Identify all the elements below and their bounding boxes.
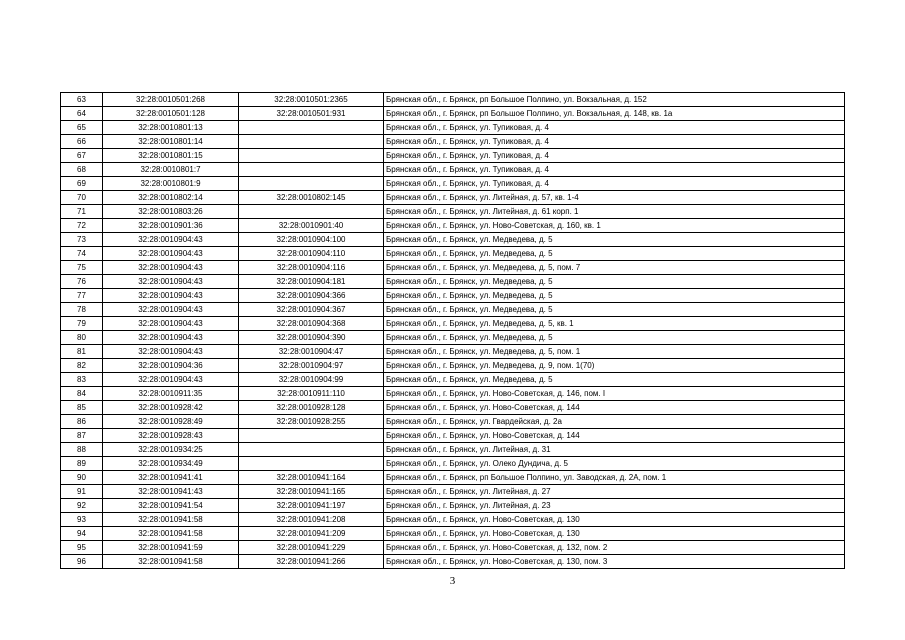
object-cadastral-number-cell: 32:28:0010911:110 — [239, 387, 384, 401]
row-number-cell: 85 — [61, 401, 103, 415]
parcel-cadastral-number-cell: 32:28:0010928:43 — [103, 429, 239, 443]
row-number-cell: 63 — [61, 93, 103, 107]
table-row — [61, 443, 845, 457]
address-cell: Брянская обл., г. Брянск, ул. Ново-Советская, д. 146, пом. I — [384, 387, 845, 401]
parcel-cadastral-number-cell: 32:28:0010928:49 — [103, 415, 239, 429]
table-row — [61, 247, 845, 261]
address-cell: Брянская обл., г. Брянск, ул. Тупиковая, д. 4 — [384, 135, 845, 149]
address-cell: Брянская обл., г. Брянск, рп Большое Полпино, ул. Заводская, д. 2А, пом. 1 — [384, 471, 845, 485]
row-number-cell: 73 — [61, 233, 103, 247]
object-cadastral-number-cell — [239, 149, 384, 163]
row-number-cell: 94 — [61, 527, 103, 541]
object-cadastral-number-cell: 32:28:0010904:366 — [239, 289, 384, 303]
parcel-cadastral-number-cell: 32:28:0010904:43 — [103, 247, 239, 261]
address-cell: Брянская обл., г. Брянск, рп Большое Полпино, ул. Вокзальная, д. 152 — [384, 93, 845, 107]
address-cell: Брянская обл., г. Брянск, ул. Литейная, д. 31 — [384, 443, 845, 457]
address-cell: Брянская обл., г. Брянск, ул. Медведева, д. 5, пом. 1 — [384, 345, 845, 359]
table-row — [61, 289, 845, 303]
parcel-cadastral-number-cell: 32:28:0010904:43 — [103, 317, 239, 331]
row-number-cell: 90 — [61, 471, 103, 485]
address-cell: Брянская обл., г. Брянск, ул. Медведева, д. 5 — [384, 331, 845, 345]
table-row — [61, 261, 845, 275]
parcel-cadastral-number-cell: 32:28:0010904:43 — [103, 373, 239, 387]
address-cell: Брянская обл., г. Брянск, ул. Медведева, д. 5, пом. 7 — [384, 261, 845, 275]
row-number-cell: 83 — [61, 373, 103, 387]
address-cell: Брянская обл., г. Брянск, ул. Медведева, д. 5, кв. 1 — [384, 317, 845, 331]
page-number: 3 — [449, 575, 456, 587]
address-cell: Брянская обл., г. Брянск, ул. Литейная, д. 57, кв. 1-4 — [384, 191, 845, 205]
address-cell: Брянская обл., г. Брянск, ул. Медведева, д. 5 — [384, 233, 845, 247]
parcel-cadastral-number-cell: 32:28:0010941:58 — [103, 527, 239, 541]
address-cell: Брянская обл., г. Брянск, ул. Тупиковая, д. 4 — [384, 149, 845, 163]
parcel-cadastral-number-cell: 32:28:0010904:43 — [103, 303, 239, 317]
object-cadastral-number-cell: 32:28:0010904:367 — [239, 303, 384, 317]
address-cell: Брянская обл., г. Брянск, ул. Ново-Советская, д. 132, пом. 2 — [384, 541, 845, 555]
table-row — [61, 135, 845, 149]
table-row — [61, 415, 845, 429]
row-number-cell: 88 — [61, 443, 103, 457]
table-row — [61, 401, 845, 415]
address-cell: Брянская обл., г. Брянск, рп Большое Полпино, ул. Вокзальная, д. 148, кв. 1а — [384, 107, 845, 121]
table-row — [61, 457, 845, 471]
row-number-cell: 84 — [61, 387, 103, 401]
object-cadastral-number-cell: 32:28:0010941:208 — [239, 513, 384, 527]
table-row — [61, 275, 845, 289]
property-register-table — [60, 92, 845, 569]
table-row — [61, 191, 845, 205]
parcel-cadastral-number-cell: 32:28:0010801:14 — [103, 135, 239, 149]
row-number-cell: 70 — [61, 191, 103, 205]
object-cadastral-number-cell: 32:28:0010904:97 — [239, 359, 384, 373]
register-table-body — [61, 93, 845, 569]
parcel-cadastral-number-cell: 32:28:0010934:49 — [103, 457, 239, 471]
table-row — [61, 541, 845, 555]
row-number-cell: 91 — [61, 485, 103, 499]
parcel-cadastral-number-cell: 32:28:0010941:59 — [103, 541, 239, 555]
parcel-cadastral-number-cell: 32:28:0010904:43 — [103, 289, 239, 303]
table-row — [61, 121, 845, 135]
table-row — [61, 471, 845, 485]
table-row — [61, 219, 845, 233]
row-number-cell: 86 — [61, 415, 103, 429]
address-cell: Брянская обл., г. Брянск, ул. Тупиковая, д. 4 — [384, 121, 845, 135]
object-cadastral-number-cell: 32:28:0010904:47 — [239, 345, 384, 359]
address-cell: Брянская обл., г. Брянск, ул. Гвардейская, д. 2а — [384, 415, 845, 429]
address-cell: Брянская обл., г. Брянск, ул. Ново-Советская, д. 130 — [384, 513, 845, 527]
object-cadastral-number-cell — [239, 205, 384, 219]
row-number-cell: 77 — [61, 289, 103, 303]
address-cell: Брянская обл., г. Брянск, ул. Тупиковая, д. 4 — [384, 163, 845, 177]
row-number-cell: 71 — [61, 205, 103, 219]
row-number-cell: 96 — [61, 555, 103, 569]
object-cadastral-number-cell: 32:28:0010941:197 — [239, 499, 384, 513]
address-cell: Брянская обл., г. Брянск, ул. Медведева, д. 9, пом. 1(70) — [384, 359, 845, 373]
parcel-cadastral-number-cell: 32:28:0010501:268 — [103, 93, 239, 107]
address-cell: Брянская обл., г. Брянск, ул. Олеко Дундича, д. 5 — [384, 457, 845, 471]
table-row — [61, 177, 845, 191]
row-number-cell: 92 — [61, 499, 103, 513]
row-number-cell: 79 — [61, 317, 103, 331]
row-number-cell: 81 — [61, 345, 103, 359]
row-number-cell: 82 — [61, 359, 103, 373]
table-row — [61, 359, 845, 373]
parcel-cadastral-number-cell: 32:28:0010802:14 — [103, 191, 239, 205]
parcel-cadastral-number-cell: 32:28:0010901:36 — [103, 219, 239, 233]
address-cell: Брянская обл., г. Брянск, ул. Медведева, д. 5 — [384, 275, 845, 289]
address-cell: Брянская обл., г. Брянск, ул. Медведева, д. 5 — [384, 303, 845, 317]
object-cadastral-number-cell — [239, 163, 384, 177]
parcel-cadastral-number-cell: 32:28:0010941:58 — [103, 513, 239, 527]
table-row — [61, 555, 845, 569]
parcel-cadastral-number-cell: 32:28:0010904:43 — [103, 345, 239, 359]
parcel-cadastral-number-cell: 32:28:0010911:35 — [103, 387, 239, 401]
table-row — [61, 233, 845, 247]
row-number-cell: 74 — [61, 247, 103, 261]
object-cadastral-number-cell: 32:28:0010904:368 — [239, 317, 384, 331]
table-row — [61, 93, 845, 107]
parcel-cadastral-number-cell: 32:28:0010941:54 — [103, 499, 239, 513]
parcel-cadastral-number-cell: 32:28:0010934:25 — [103, 443, 239, 457]
parcel-cadastral-number-cell: 32:28:0010928:42 — [103, 401, 239, 415]
object-cadastral-number-cell: 32:28:0010941:229 — [239, 541, 384, 555]
table-row — [61, 345, 845, 359]
object-cadastral-number-cell: 32:28:0010941:165 — [239, 485, 384, 499]
address-cell: Брянская обл., г. Брянск, ул. Медведева, д. 5 — [384, 289, 845, 303]
row-number-cell: 67 — [61, 149, 103, 163]
address-cell: Брянская обл., г. Брянск, ул. Литейная, д. 27 — [384, 485, 845, 499]
parcel-cadastral-number-cell: 32:28:0010904:43 — [103, 233, 239, 247]
object-cadastral-number-cell: 32:28:0010904:100 — [239, 233, 384, 247]
object-cadastral-number-cell: 32:28:0010501:931 — [239, 107, 384, 121]
table-row — [61, 373, 845, 387]
parcel-cadastral-number-cell: 32:28:0010904:43 — [103, 275, 239, 289]
row-number-cell: 75 — [61, 261, 103, 275]
parcel-cadastral-number-cell: 32:28:0010904:36 — [103, 359, 239, 373]
object-cadastral-number-cell — [239, 177, 384, 191]
address-cell: Брянская обл., г. Брянск, ул. Литейная, д. 61 корп. 1 — [384, 205, 845, 219]
row-number-cell: 65 — [61, 121, 103, 135]
table-row — [61, 163, 845, 177]
parcel-cadastral-number-cell: 32:28:0010941:41 — [103, 471, 239, 485]
object-cadastral-number-cell: 32:28:0010941:209 — [239, 527, 384, 541]
object-cadastral-number-cell: 32:28:0010901:40 — [239, 219, 384, 233]
row-number-cell: 95 — [61, 541, 103, 555]
parcel-cadastral-number-cell: 32:28:0010801:7 — [103, 163, 239, 177]
table-row — [61, 331, 845, 345]
object-cadastral-number-cell — [239, 135, 384, 149]
parcel-cadastral-number-cell: 32:28:0010501:128 — [103, 107, 239, 121]
parcel-cadastral-number-cell: 32:28:0010904:43 — [103, 261, 239, 275]
address-cell: Брянская обл., г. Брянск, ул. Медведева, д. 5 — [384, 247, 845, 261]
object-cadastral-number-cell: 32:28:0010928:255 — [239, 415, 384, 429]
table-row — [61, 485, 845, 499]
address-cell: Брянская обл., г. Брянск, ул. Ново-Советская, д. 144 — [384, 401, 845, 415]
object-cadastral-number-cell: 32:28:0010904:390 — [239, 331, 384, 345]
address-cell: Брянская обл., г. Брянск, ул. Ново-Советская, д. 160, кв. 1 — [384, 219, 845, 233]
table-row — [61, 387, 845, 401]
address-cell: Брянская обл., г. Брянск, ул. Ново-Советская, д. 130 — [384, 527, 845, 541]
table-row — [61, 317, 845, 331]
row-number-cell: 89 — [61, 457, 103, 471]
object-cadastral-number-cell: 32:28:0010501:2365 — [239, 93, 384, 107]
row-number-cell: 80 — [61, 331, 103, 345]
object-cadastral-number-cell: 32:28:0010904:116 — [239, 261, 384, 275]
address-cell: Брянская обл., г. Брянск, ул. Ново-Советская, д. 130, пом. 3 — [384, 555, 845, 569]
object-cadastral-number-cell: 32:28:0010941:164 — [239, 471, 384, 485]
parcel-cadastral-number-cell: 32:28:0010801:13 — [103, 121, 239, 135]
object-cadastral-number-cell — [239, 443, 384, 457]
row-number-cell: 69 — [61, 177, 103, 191]
object-cadastral-number-cell: 32:28:0010928:128 — [239, 401, 384, 415]
table-row — [61, 429, 845, 443]
address-cell: Брянская обл., г. Брянск, ул. Медведева, д. 5 — [384, 373, 845, 387]
parcel-cadastral-number-cell: 32:28:0010941:43 — [103, 485, 239, 499]
table-row — [61, 303, 845, 317]
object-cadastral-number-cell — [239, 429, 384, 443]
row-number-cell: 76 — [61, 275, 103, 289]
table-row — [61, 107, 845, 121]
table-row — [61, 205, 845, 219]
row-number-cell: 72 — [61, 219, 103, 233]
table-row — [61, 513, 845, 527]
parcel-cadastral-number-cell: 32:28:0010803:26 — [103, 205, 239, 219]
parcel-cadastral-number-cell: 32:28:0010801:15 — [103, 149, 239, 163]
row-number-cell: 93 — [61, 513, 103, 527]
table-row — [61, 149, 845, 163]
object-cadastral-number-cell — [239, 457, 384, 471]
object-cadastral-number-cell: 32:28:0010802:145 — [239, 191, 384, 205]
object-cadastral-number-cell: 32:28:0010904:99 — [239, 373, 384, 387]
parcel-cadastral-number-cell: 32:28:0010801:9 — [103, 177, 239, 191]
row-number-cell: 66 — [61, 135, 103, 149]
table-row — [61, 527, 845, 541]
object-cadastral-number-cell — [239, 121, 384, 135]
row-number-cell: 78 — [61, 303, 103, 317]
object-cadastral-number-cell: 32:28:0010941:266 — [239, 555, 384, 569]
parcel-cadastral-number-cell: 32:28:0010904:43 — [103, 331, 239, 345]
parcel-cadastral-number-cell: 32:28:0010941:58 — [103, 555, 239, 569]
address-cell: Брянская обл., г. Брянск, ул. Ново-Советская, д. 144 — [384, 429, 845, 443]
row-number-cell: 64 — [61, 107, 103, 121]
row-number-cell: 87 — [61, 429, 103, 443]
address-cell: Брянская обл., г. Брянск, ул. Литейная, д. 23 — [384, 499, 845, 513]
address-cell: Брянская обл., г. Брянск, ул. Тупиковая, д. 4 — [384, 177, 845, 191]
row-number-cell: 68 — [61, 163, 103, 177]
object-cadastral-number-cell: 32:28:0010904:110 — [239, 247, 384, 261]
object-cadastral-number-cell: 32:28:0010904:181 — [239, 275, 384, 289]
table-row — [61, 499, 845, 513]
